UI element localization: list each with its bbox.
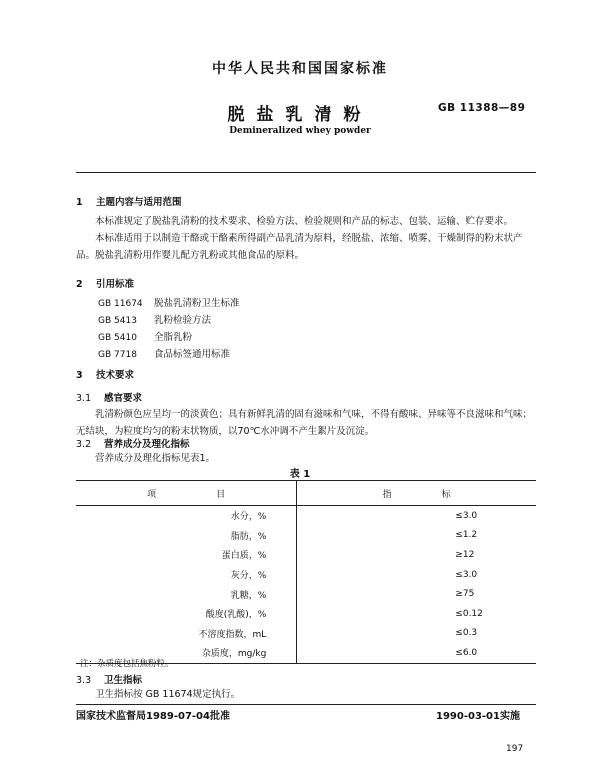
header-rule	[76, 172, 536, 173]
row-value: ≥75	[455, 589, 475, 600]
section-3-heading: 3 技术要求	[76, 370, 135, 381]
column-header-value: 指标	[297, 481, 536, 506]
document-title: 脱盐乳清粉	[227, 105, 373, 125]
row-value: ≤0.3	[455, 628, 478, 639]
row-item: 水分，%	[76, 506, 297, 526]
section-2-heading: 2 引用标准	[76, 279, 135, 290]
row-value: ≤3.0	[455, 510, 478, 521]
row-item: 酸度(乳酸)，%	[76, 604, 297, 624]
reference-item: GB 5410 全脂乳粉	[98, 332, 193, 343]
footer-rule	[76, 704, 536, 705]
table-row	[76, 604, 536, 624]
row-item: 杂质度，mg/kg	[76, 643, 297, 663]
section-1-heading: 1 主题内容与适用范围	[76, 197, 182, 208]
approval-date: 国家技术监督局1989-07-04批准	[76, 711, 230, 722]
implementation-date: 1990-03-01实施	[436, 711, 520, 722]
english-subtitle: Demineralized whey powder	[229, 126, 371, 136]
section-3-1-text: 乳清粉颜色应呈均一的淡黄色；具有新鲜乳清的固有滋味和气味，不得有酸味、异味等不良滋味和气味；无结块，为粒度均匀的粉末状物质，以70℃水冲调不产生絮片及沉淀。	[76, 409, 533, 437]
row-value: ≥12	[455, 549, 475, 560]
reference-item: GB 5413 乳粉检验方法	[98, 315, 212, 326]
table-row	[76, 565, 536, 585]
table-header-row	[76, 481, 536, 506]
reference-item: GB 7718 食品标签通用标准	[98, 349, 231, 360]
row-item: 不溶度指数，mL	[76, 624, 297, 644]
section-3-3-heading: 3.3 卫生指标	[76, 675, 143, 686]
section-3-3-text: 卫生指标按 GB 11674规定执行。	[95, 689, 241, 700]
table-note: 注：杂质度包括焦粉粒。	[80, 659, 174, 669]
table-row	[76, 506, 536, 526]
section-3-1-heading: 3.1 感官要求	[76, 393, 143, 404]
table-row	[76, 624, 536, 644]
issuing-authority-title: 中华人民共和国国家标准	[212, 61, 388, 77]
specification-table	[76, 480, 536, 664]
row-item: 蛋白质，%	[76, 545, 297, 565]
row-value: ≤0.12	[455, 608, 483, 619]
section-1-paragraph-1: 本标准规定了脱盐乳清粉的技术要求、检验方法、检验规则和产品的标志、包装、运输、贮存要求。	[95, 216, 514, 227]
row-value: ≤3.0	[455, 569, 478, 580]
row-item: 脂肪，%	[76, 526, 297, 546]
row-value: ≤6.0	[455, 647, 478, 658]
reference-item: GB 11674 脱盐乳清粉卫生标准	[98, 298, 240, 309]
table-row	[76, 526, 536, 546]
column-header-item: 项目	[76, 481, 297, 506]
section-3-2-heading: 3.2 营养成分及理化指标	[76, 439, 190, 450]
table-caption: 表 1	[289, 469, 311, 480]
table-row	[76, 584, 536, 604]
row-item: 乳糖，%	[76, 584, 297, 604]
section-3-2-text: 营养成分及理化指标见表1。	[95, 453, 216, 464]
page-number: 197	[506, 744, 524, 754]
row-value: ≤1.2	[455, 530, 478, 541]
row-item: 灰分，%	[76, 565, 297, 585]
table-row	[76, 545, 536, 565]
section-1-paragraph-2: 本标准适用于以制造干酪或干酪素所得副产品乳清为原料，经脱盐、浓缩、喷雾、干燥制得的粉末状产品。脱盐乳清粉用作婴儿配方乳粉或其他食品的原料。	[76, 233, 523, 261]
standard-code: GB 11388—89	[438, 102, 526, 114]
